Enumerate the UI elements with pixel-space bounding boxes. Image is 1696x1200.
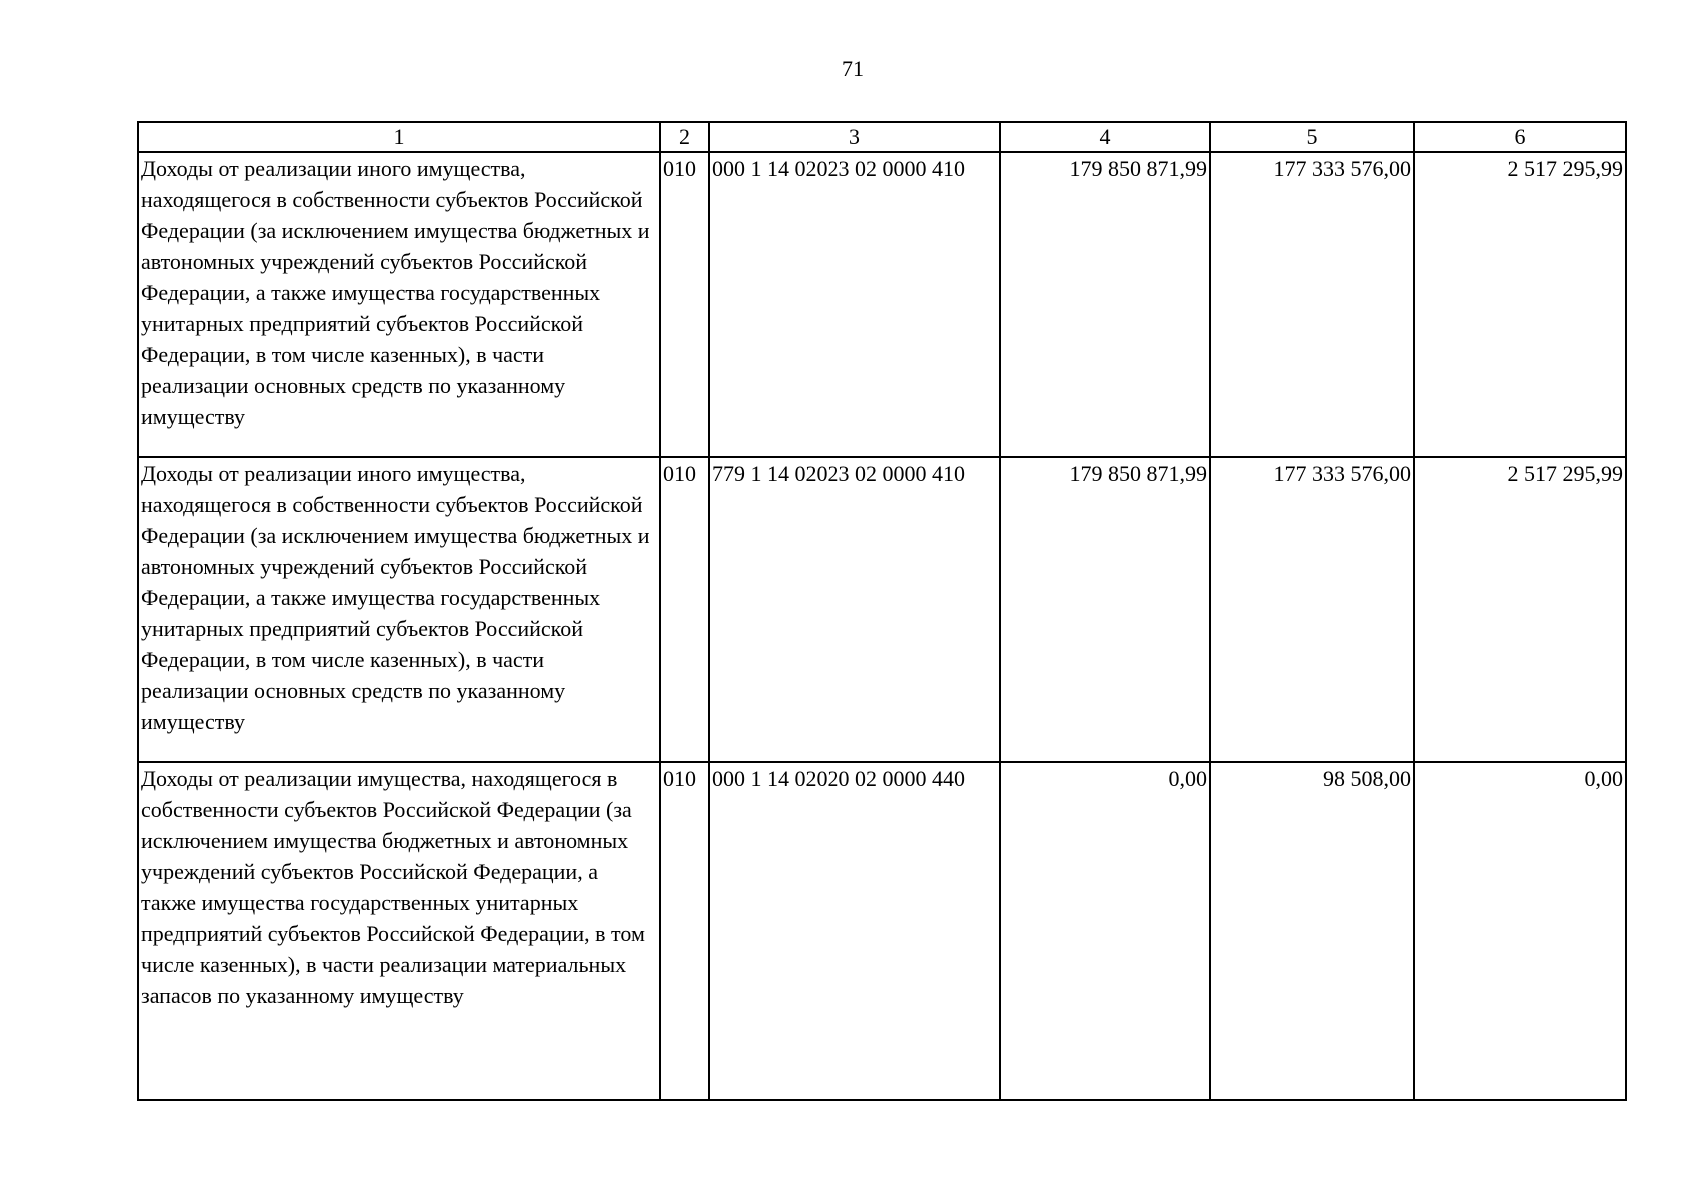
row-value-col6: 2 517 295,99 [1414,457,1626,762]
row-value-col5: 177 333 576,00 [1210,152,1414,457]
row-line-code: 010 [660,762,709,1100]
table-row [138,457,1626,762]
table-row [138,152,1626,457]
column-header-1: 1 [138,122,660,152]
row-value-col4: 179 850 871,99 [1000,457,1210,762]
row-value-col4: 179 850 871,99 [1000,152,1210,457]
row-value-col6: 0,00 [1414,762,1626,1100]
table-header-row [138,122,1626,152]
row-budget-code: 779 1 14 02023 02 0000 410 [709,457,1000,762]
row-description: Доходы от реализации иного имущества, находящегося в собственности субъектов Российской Федерации (за исключением имущества бюджетных и автономных учреждений субъектов Российской Федерации, а также имущества государственных унитарных предприятий субъектов Российской Федерации, в том числе казенных), в части реализации основных средств по указанному имуществу [138,457,660,762]
table-row [138,762,1626,1100]
column-header-3: 3 [709,122,1000,152]
row-budget-code: 000 1 14 02023 02 0000 410 [709,152,1000,457]
revenue-table [137,121,1627,1101]
column-header-5: 5 [1210,122,1414,152]
column-header-2: 2 [660,122,709,152]
row-line-code: 010 [660,152,709,457]
page-number: 71 [842,56,864,81]
row-value-col6: 2 517 295,99 [1414,152,1626,457]
row-description: Доходы от реализации имущества, находящегося в собственности субъектов Российской Федерации (за исключением имущества бюджетных и автономных учреждений субъектов Российской Федерации, а также имущества государственных унитарных предприятий субъектов Российской Федерации, в том числе казенных), в части реализации материальных запасов по указанному имуществу [138,762,660,1100]
row-line-code: 010 [660,457,709,762]
row-value-col5: 177 333 576,00 [1210,457,1414,762]
row-value-col5: 98 508,00 [1210,762,1414,1100]
row-budget-code: 000 1 14 02020 02 0000 440 [709,762,1000,1100]
row-description: Доходы от реализации иного имущества, находящегося в собственности субъектов Российской Федерации (за исключением имущества бюджетных и автономных учреждений субъектов Российской Федерации, а также имущества государственных унитарных предприятий субъектов Российской Федерации, в том числе казенных), в части реализации основных средств по указанному имуществу [138,152,660,457]
column-header-4: 4 [1000,122,1210,152]
row-value-col4: 0,00 [1000,762,1210,1100]
column-header-6: 6 [1414,122,1626,152]
